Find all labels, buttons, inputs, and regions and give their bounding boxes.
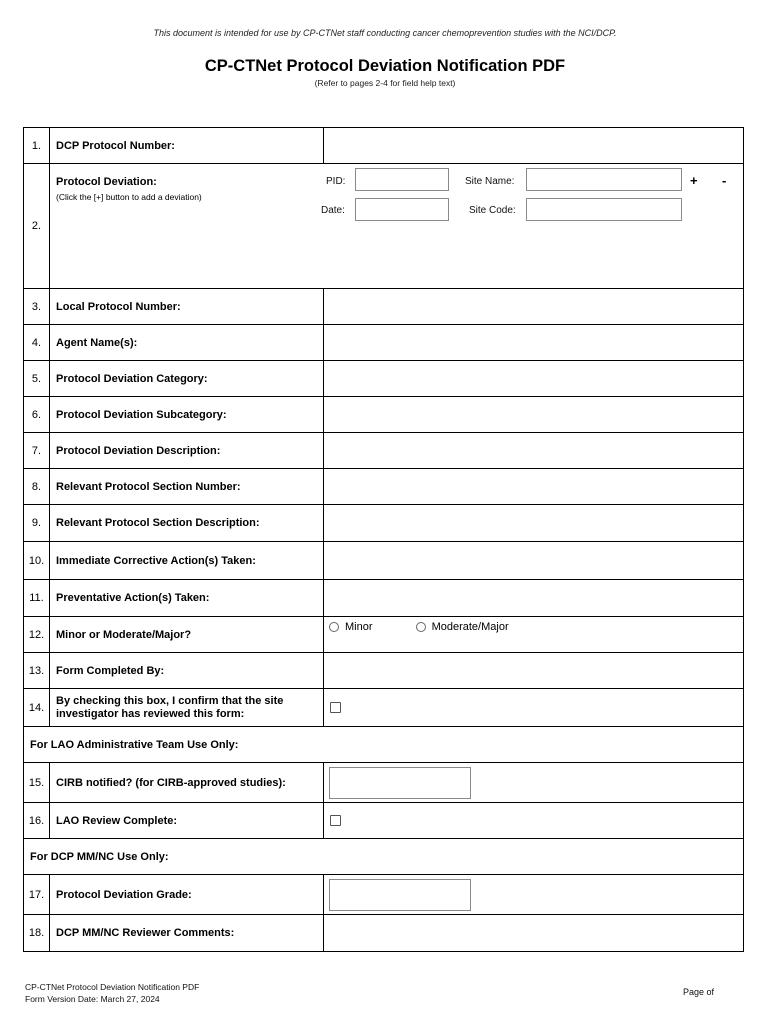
preventative-actions-field[interactable] xyxy=(324,580,744,617)
corrective-actions-field[interactable] xyxy=(324,542,744,580)
field-label-deviation-subcategory: Protocol Deviation Subcategory: xyxy=(50,397,324,433)
reviewer-comments-field[interactable] xyxy=(324,915,744,952)
form-row-2 xyxy=(24,164,744,289)
remove-deviation-button[interactable]: - xyxy=(722,173,727,188)
dcp-protocol-number-field[interactable] xyxy=(324,128,744,164)
field-label-agent-names: Agent Name(s): xyxy=(50,325,324,361)
row-number: 6. xyxy=(24,397,50,433)
row-number: 13. xyxy=(24,653,50,689)
investigator-review-checkbox[interactable] xyxy=(330,702,341,713)
footer-version-date: Form Version Date: March 27, 2024 xyxy=(25,994,160,1004)
deviation-grade-dropdown[interactable] xyxy=(329,879,471,911)
row-number: 15. xyxy=(24,763,50,803)
form-row-3 xyxy=(24,289,744,325)
page-subtitle: (Refer to pages 2-4 for field help text) xyxy=(314,78,456,88)
site-name-input[interactable] xyxy=(526,168,682,191)
form-row-9 xyxy=(24,505,744,542)
field-label-local-protocol-number: Local Protocol Number: xyxy=(50,289,324,325)
section-number-field[interactable] xyxy=(324,469,744,505)
footer-form-name: CP-CTNet Protocol Deviation Notification PDF xyxy=(25,982,200,992)
row-number: 8. xyxy=(24,469,50,505)
protocol-deviation-group xyxy=(50,164,744,289)
section-row-lao xyxy=(24,727,744,763)
protocol-deviation-hint: (Click the [+] button to add a deviation) xyxy=(56,192,202,202)
row-number: 4. xyxy=(24,325,50,361)
add-deviation-button[interactable]: + xyxy=(690,173,698,188)
row-number: 5. xyxy=(24,361,50,397)
pid-input[interactable] xyxy=(355,168,449,191)
row-number: 7. xyxy=(24,433,50,469)
row-number: 14. xyxy=(24,689,50,727)
row-number: 16. xyxy=(24,803,50,839)
cirb-notified-cell xyxy=(324,763,744,803)
field-label-deviation-grade: Protocol Deviation Grade: xyxy=(50,875,324,915)
field-label-investigator-review: By checking this box, I confirm that the site investigator has reviewed this form: xyxy=(50,689,324,727)
field-label-reviewer-comments: DCP MM/NC Reviewer Comments: xyxy=(50,915,324,952)
deviation-category-field[interactable] xyxy=(324,361,744,397)
local-protocol-number-field[interactable] xyxy=(324,289,744,325)
field-label-section-description: Relevant Protocol Section Description: xyxy=(50,505,324,542)
field-label-deviation-description: Protocol Deviation Description: xyxy=(50,433,324,469)
option-label: Moderate/Major xyxy=(431,621,509,633)
row-number: 10. xyxy=(24,542,50,580)
form-row-16 xyxy=(24,803,744,839)
form-row-1 xyxy=(24,128,744,164)
page-number: Page of xyxy=(683,987,715,997)
field-label-dcp-protocol-number: DCP Protocol Number: xyxy=(50,128,324,164)
row-number: 18. xyxy=(24,915,50,952)
row-number: 12. xyxy=(24,617,50,653)
deviation-grade-cell xyxy=(324,875,744,915)
deviation-subcategory-field[interactable] xyxy=(324,397,744,433)
form-row-6 xyxy=(24,397,744,433)
date-input[interactable] xyxy=(355,198,449,221)
site-name-label: Site Name: xyxy=(465,176,515,187)
row-number: 9. xyxy=(24,505,50,542)
row-number: 1. xyxy=(24,128,50,164)
page-title: CP-CTNet Protocol Deviation Notification PDF xyxy=(204,57,566,75)
form-row-5 xyxy=(24,361,744,397)
deviation-description-field[interactable] xyxy=(324,433,744,469)
lao-review-cell xyxy=(324,803,744,839)
date-label: Date: xyxy=(321,205,345,216)
field-label-severity: Minor or Moderate/Major? xyxy=(50,617,324,653)
investigator-review-cell xyxy=(324,689,744,727)
section-description-field[interactable] xyxy=(324,505,744,542)
form-row-13 xyxy=(24,653,744,689)
row-number: 17. xyxy=(24,875,50,915)
radio-icon xyxy=(416,622,426,632)
severity-option-major[interactable] xyxy=(416,621,509,633)
row-number: 2. xyxy=(24,164,50,289)
field-label-cirb-notified: CIRB notified? (for CIRB-approved studies): xyxy=(50,763,324,803)
field-label-section-number: Relevant Protocol Section Number: xyxy=(50,469,324,505)
lao-review-checkbox[interactable] xyxy=(330,815,341,826)
form-row-4 xyxy=(24,325,744,361)
section-heading-lao: For LAO Administrative Team Use Only: xyxy=(24,727,744,763)
usage-notice: This document is intended for use by CP-CTNet staff conducting cancer chemoprevention studies with the NCI/DCP. xyxy=(153,28,617,38)
pid-label: PID: xyxy=(326,176,346,187)
form-row-17 xyxy=(24,875,744,915)
site-code-input[interactable] xyxy=(526,198,682,221)
cirb-notified-dropdown[interactable] xyxy=(329,767,471,799)
field-label-deviation-category: Protocol Deviation Category: xyxy=(50,361,324,397)
severity-radio-group xyxy=(324,617,744,653)
form-completed-by-field[interactable] xyxy=(324,653,744,689)
form-row-12 xyxy=(24,617,744,653)
radio-icon xyxy=(329,622,339,632)
section-row-dcp xyxy=(24,839,744,875)
row-number: 11. xyxy=(24,580,50,617)
form-row-15 xyxy=(24,763,744,803)
field-label-corrective-actions: Immediate Corrective Action(s) Taken: xyxy=(50,542,324,580)
form-row-14 xyxy=(24,689,744,727)
form-row-8 xyxy=(24,469,744,505)
form-row-11 xyxy=(24,580,744,617)
section-heading-dcp: For DCP MM/NC Use Only: xyxy=(24,839,744,875)
form-row-7 xyxy=(24,433,744,469)
row-number: 3. xyxy=(24,289,50,325)
footer-info xyxy=(25,981,199,1005)
field-label-form-completed-by: Form Completed By: xyxy=(50,653,324,689)
field-label-preventative-actions: Preventative Action(s) Taken: xyxy=(50,580,324,617)
severity-option-minor[interactable] xyxy=(329,621,373,633)
field-label-lao-review-complete: LAO Review Complete: xyxy=(50,803,324,839)
form-row-18 xyxy=(24,915,744,952)
field-label-protocol-deviation: Protocol Deviation: xyxy=(56,176,157,188)
deviation-form-table xyxy=(23,127,744,952)
form-row-10 xyxy=(24,542,744,580)
option-label: Minor xyxy=(345,621,373,633)
site-code-label: Site Code: xyxy=(469,205,516,216)
agent-names-field[interactable] xyxy=(324,325,744,361)
